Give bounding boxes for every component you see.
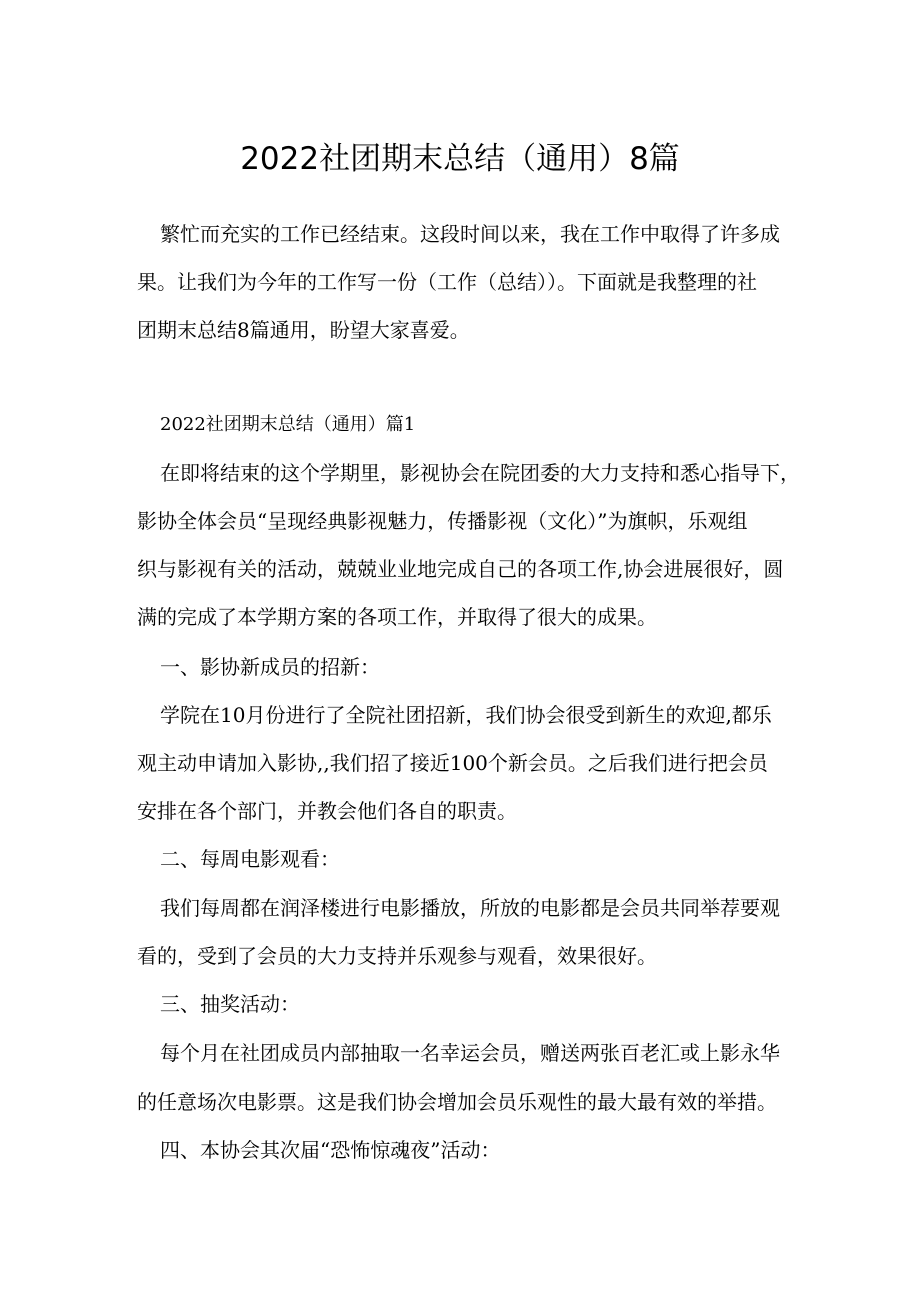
heading-4: 四、本协会其次届“恐怖惊魂夜”活动： xyxy=(160,1138,501,1162)
paragraph4-line-2: 的任意场次电影票。这是我们协会增加会员乐观性的最大最有效的举措。 xyxy=(137,1090,777,1114)
paragraph1-line-3: 织与影视有关的活动，兢兢业业地完成自己的各项工作,协会进展很好，圆 xyxy=(137,557,784,581)
paragraph2-line-2: 观主动申请加入影协,,我们招了接近100个新会员。之后我们进行把会员 xyxy=(137,751,768,775)
heading-1: 一、影协新成员的招新： xyxy=(160,655,380,679)
paragraph2-line-3: 安排在各个部门，并教会他们各自的职责。 xyxy=(137,799,517,823)
paragraph3-line-1: 我们每周都在润泽楼进行电影播放，所放的电影都是会员共同举荐要观 xyxy=(160,896,780,920)
paragraph1-line-4: 满的完成了本学期方案的各项工作，并取得了很大的成果。 xyxy=(137,605,657,629)
document-title: 2022社团期末总结（通用）8篇 xyxy=(240,141,680,177)
paragraph1-line-1: 在即将结束的这个学期里，影视协会在院团委的大力支持和悉心指导下， xyxy=(160,461,800,485)
section-heading: 2022社团期末总结（通用）篇1 xyxy=(160,414,416,435)
paragraph4-line-1: 每个月在社团成员内部抽取一名幸运会员，赠送两张百老汇或上影永华 xyxy=(160,1041,780,1065)
intro-line-1: 繁忙而充实的工作已经结束。这段时间以来，我在工作中取得了许多成 xyxy=(160,222,780,246)
intro-line-3: 团期末总结8篇通用，盼望大家喜爱。 xyxy=(137,318,470,342)
paragraph1-line-2: 影协全体会员“呈现经典影视魅力，传播影视（文化）”为旗帜，乐观组 xyxy=(137,509,748,533)
heading-2: 二、每周电影观看： xyxy=(160,847,340,871)
heading-3: 三、抽奖活动： xyxy=(160,992,300,1016)
intro-line-2: 果。让我们为今年的工作写一份（工作（总结））。下面就是我整理的社 xyxy=(137,270,757,294)
paragraph3-line-2: 看的，受到了会员的大力支持并乐观参与观看，效果很好。 xyxy=(137,944,657,968)
paragraph2-line-1: 学院在10月份进行了全院社团招新，我们协会很受到新生的欢迎,都乐 xyxy=(160,703,772,727)
